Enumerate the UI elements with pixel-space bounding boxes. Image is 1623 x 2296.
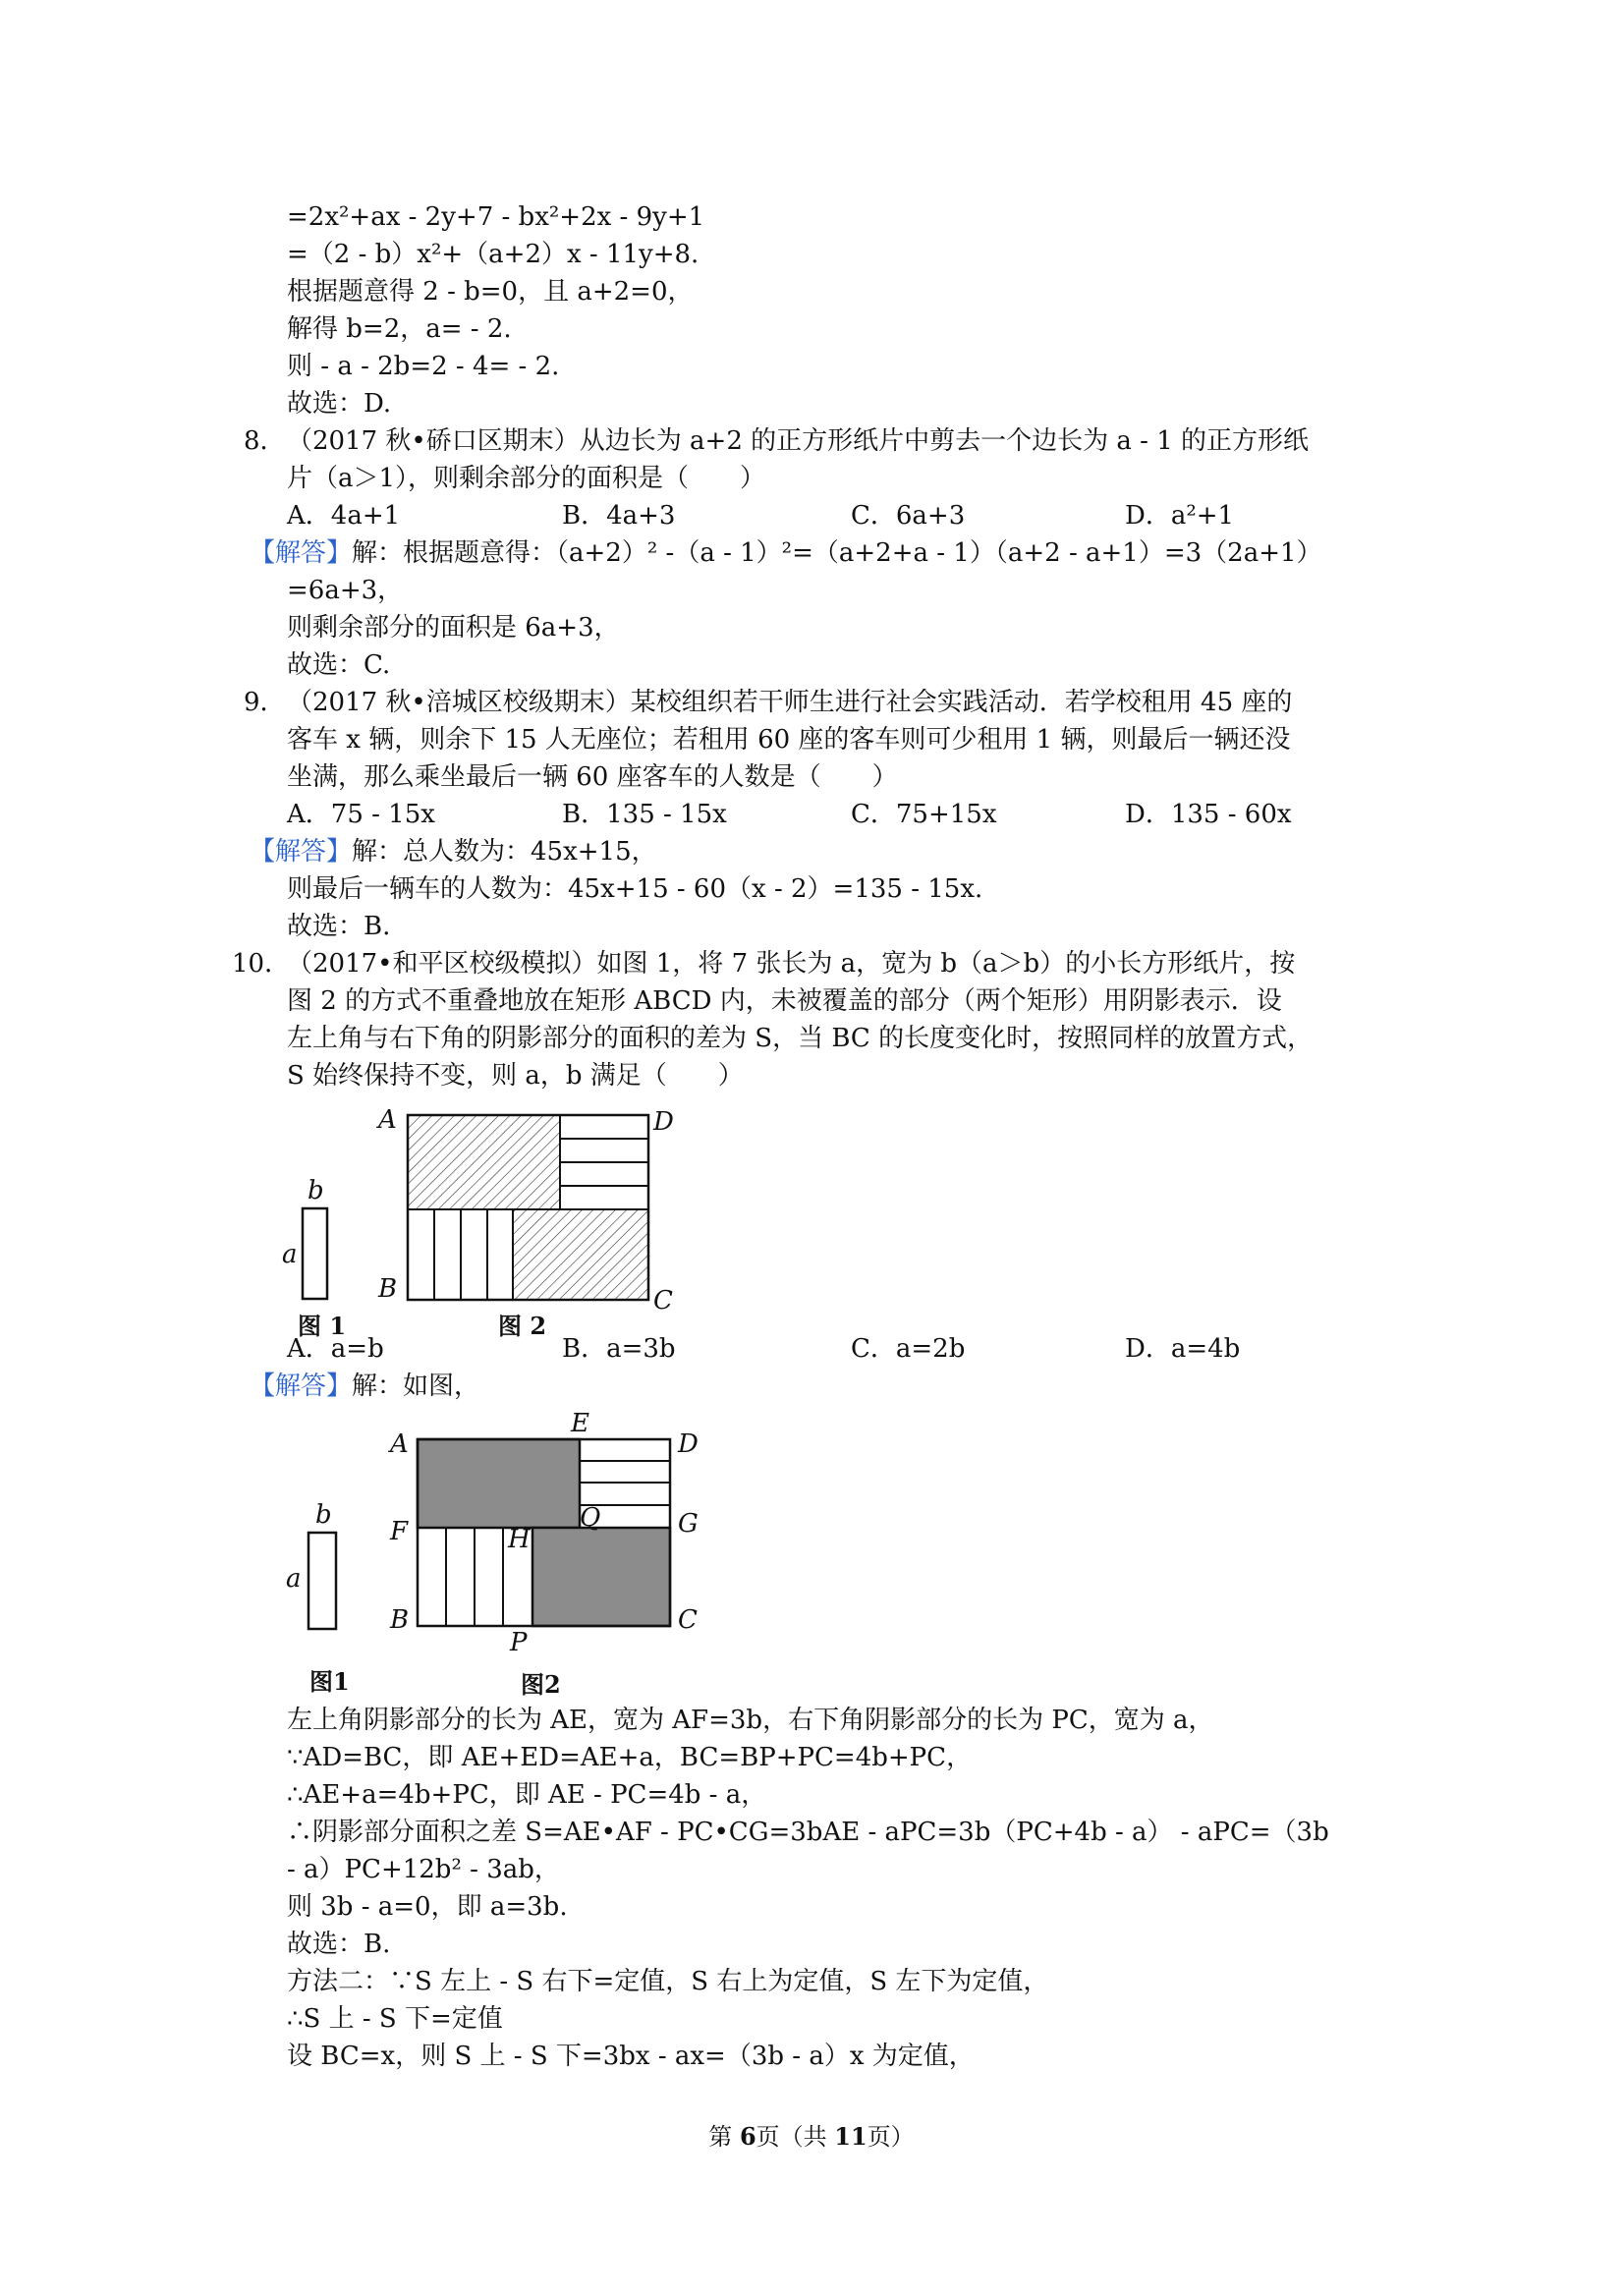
text-line-s8: 方法二：∵S 左上 - S 右下=定值，S 右上为定值，S 左下为定值， bbox=[287, 1967, 1049, 1996]
option-o9-0: A．75 - 15x bbox=[287, 800, 435, 829]
text-line-q9ans3: 故选：B. bbox=[287, 912, 391, 941]
ans-fig1-caption: 图1 bbox=[309, 1667, 350, 1696]
text-line-q9ans2: 则最后一辆车的人数为：45x+15 - 60（x - 2）=135 - 15x. bbox=[287, 874, 983, 904]
fig2-shaded-top-left bbox=[408, 1115, 560, 1209]
ans-label-G: G bbox=[678, 1509, 699, 1539]
ans-label-P: P bbox=[510, 1628, 528, 1657]
text-line-l1: =2x²+ax - 2y+7 - bx²+2x - 9y+1 bbox=[287, 202, 705, 232]
text-line-l2: =（2 - b）x²+（a+2）x - 11y+8. bbox=[287, 240, 700, 269]
option-o10-0: A．a=b bbox=[287, 1334, 384, 1364]
text-line-q8ans1: 【解答】解：根据题意得：（a+2）² -（a - 1）²=（a+2+a - 1）（a+2 - a+1）=3（2a+1） bbox=[250, 538, 1322, 568]
question-number-n9: 9． bbox=[244, 688, 286, 717]
text-line-q8ans4: 故选：C. bbox=[287, 650, 391, 680]
question-number-n10: 10． bbox=[232, 949, 291, 979]
ans-label-H: H bbox=[508, 1525, 531, 1554]
fig2-label-D: D bbox=[653, 1107, 674, 1137]
fig2-label-A: A bbox=[378, 1105, 397, 1135]
text-line-s7: 故选：B. bbox=[287, 1930, 391, 1959]
fig2-caption: 图 2 bbox=[498, 1312, 547, 1340]
text-line-s4: ∴阴影部分面积之差 S=AE•AF - PC•CG=3bAE - aPC=3b（PC+4b - a） - aPC=（3b bbox=[287, 1818, 1329, 1847]
fig2-shaded-bottom-right bbox=[513, 1209, 648, 1300]
ans-label-Q: Q bbox=[580, 1503, 601, 1533]
answer-figure bbox=[280, 1410, 712, 1705]
text-line-s1: 左上角阴影部分的长为 AE，宽为 AF=3b，右下角阴影部分的长为 PC，宽为 a， bbox=[287, 1706, 1214, 1735]
option-o9-3: D．135 - 60x bbox=[1125, 800, 1292, 829]
text-line-l5: 则 - a - 2b=2 - 4= - 2. bbox=[287, 352, 560, 381]
option-o10-3: D．a=4b bbox=[1125, 1334, 1241, 1364]
ans-label-A: A bbox=[390, 1429, 409, 1459]
page-footer: 第 6页（共 11页） bbox=[708, 2122, 915, 2151]
ans-fig2-caption: 图2 bbox=[521, 1670, 561, 1699]
text-line-s2: ∵AD=BC，即 AE+ED=AE+a，BC=BP+PC=4b+PC， bbox=[287, 1743, 973, 1772]
answer-tag: 【解答】 bbox=[250, 1372, 353, 1401]
text-line-q10d: S 始终保持不变，则 a，b 满足（ ） bbox=[287, 1061, 744, 1091]
answer-tag: 【解答】 bbox=[250, 538, 353, 568]
text-line-q8b: 片（a＞1），则剩余部分的面积是（ ） bbox=[287, 464, 766, 493]
text-line-s9: ∴S 上 - S 下=定值 bbox=[287, 2004, 503, 2034]
fig1-label-a: a bbox=[282, 1240, 298, 1269]
fig1-caption: 图 1 bbox=[298, 1312, 347, 1340]
text-line-l6: 故选：D. bbox=[287, 389, 392, 419]
question-10-figure bbox=[280, 1100, 693, 1346]
ans-label-E: E bbox=[571, 1410, 589, 1438]
ans-fig1-rectangle bbox=[308, 1533, 336, 1629]
text-line-q9a: （2017 秋•涪城区校级期末）某校组织若干师生进行社会实践活动．若学校租用 45 座的 bbox=[287, 688, 1293, 717]
text-line-s3: ∴AE+a=4b+PC，即 AE - PC=4b - a， bbox=[287, 1780, 767, 1810]
ans-fig2-shaded-top-left bbox=[418, 1439, 580, 1528]
answer-tag: 【解答】 bbox=[250, 837, 353, 867]
text-line-q9c: 坐满，那么乘坐最后一辆 60 座客车的人数是（ ） bbox=[287, 762, 898, 792]
ans-label-F: F bbox=[390, 1517, 409, 1546]
fig2-label-B: B bbox=[378, 1274, 398, 1304]
text-line-s10: 设 BC=x，则 S 上 - S 下=3bx - ax=（3b - a）x 为定值， bbox=[287, 2042, 975, 2071]
option-o10-1: B．a=3b bbox=[562, 1334, 676, 1364]
option-o8-2: C．6a+3 bbox=[851, 501, 966, 531]
option-o8-3: D．a²+1 bbox=[1125, 501, 1235, 531]
option-o8-1: B．4a+3 bbox=[562, 501, 676, 531]
total-page-count: 11 bbox=[834, 2122, 867, 2151]
ans-label-C: C bbox=[678, 1605, 698, 1635]
ans-fig2-shaded-bottom-right bbox=[532, 1528, 670, 1626]
text-line-s6: 则 3b - a=0，即 a=3b. bbox=[287, 1892, 568, 1922]
option-o9-1: B．135 - 15x bbox=[562, 800, 727, 829]
text-line-s5: - a）PC+12b² - 3ab， bbox=[287, 1855, 560, 1884]
text-line-q8a: （2017 秋•硚口区期末）从边长为 a+2 的正方形纸片中剪去一个边长为 a - 1 的正方形纸 bbox=[287, 426, 1310, 456]
option-o9-2: C．75+15x bbox=[851, 800, 997, 829]
ans-fig1-label-a: a bbox=[286, 1564, 302, 1594]
text-line-q9b: 客车 x 辆，则余下 15 人无座位；若租用 60 座的客车则可少租用 1 辆，则最后一辆还没 bbox=[287, 725, 1291, 755]
ans-fig1-label-b: b bbox=[315, 1500, 332, 1530]
text-line-l4: 解得 b=2，a= - 2. bbox=[287, 314, 512, 344]
ans-label-D: D bbox=[678, 1429, 699, 1459]
text-line-q10c: 左上角与右下角的阴影部分的面积的差为 S，当 BC 的长度变化时，按照同样的放置方式， bbox=[287, 1024, 1314, 1053]
fig1-rectangle bbox=[303, 1208, 327, 1299]
text-line-l3: 根据题意得 2 - b=0，且 a+2=0， bbox=[287, 277, 694, 307]
question-number-n8: 8． bbox=[244, 426, 286, 456]
text-line-q8ans3: 则剩余部分的面积是 6a+3， bbox=[287, 613, 620, 643]
current-page-number: 6 bbox=[739, 2122, 756, 2151]
fig2-label-C: C bbox=[653, 1286, 673, 1316]
option-o10-2: C．a=2b bbox=[851, 1334, 966, 1364]
text-line-q8ans2: =6a+3， bbox=[287, 576, 404, 605]
text-line-q9ans1: 【解答】解：总人数为：45x+15， bbox=[250, 837, 657, 867]
fig1-label-b: b bbox=[308, 1176, 324, 1205]
text-line-q10b: 图 2 的方式不重叠地放在矩形 ABCD 内，未被覆盖的部分（两个矩形）用阴影表示．设 bbox=[287, 986, 1282, 1016]
option-o8-0: A．4a+1 bbox=[287, 501, 401, 531]
text-line-q10ans1: 【解答】解：如图， bbox=[250, 1372, 480, 1401]
ans-label-B: B bbox=[390, 1605, 410, 1635]
text-line-q10a: （2017•和平区校级模拟）如图 1，将 7 张长为 a，宽为 b（a＞b）的小长方形纸片，按 bbox=[287, 949, 1296, 979]
